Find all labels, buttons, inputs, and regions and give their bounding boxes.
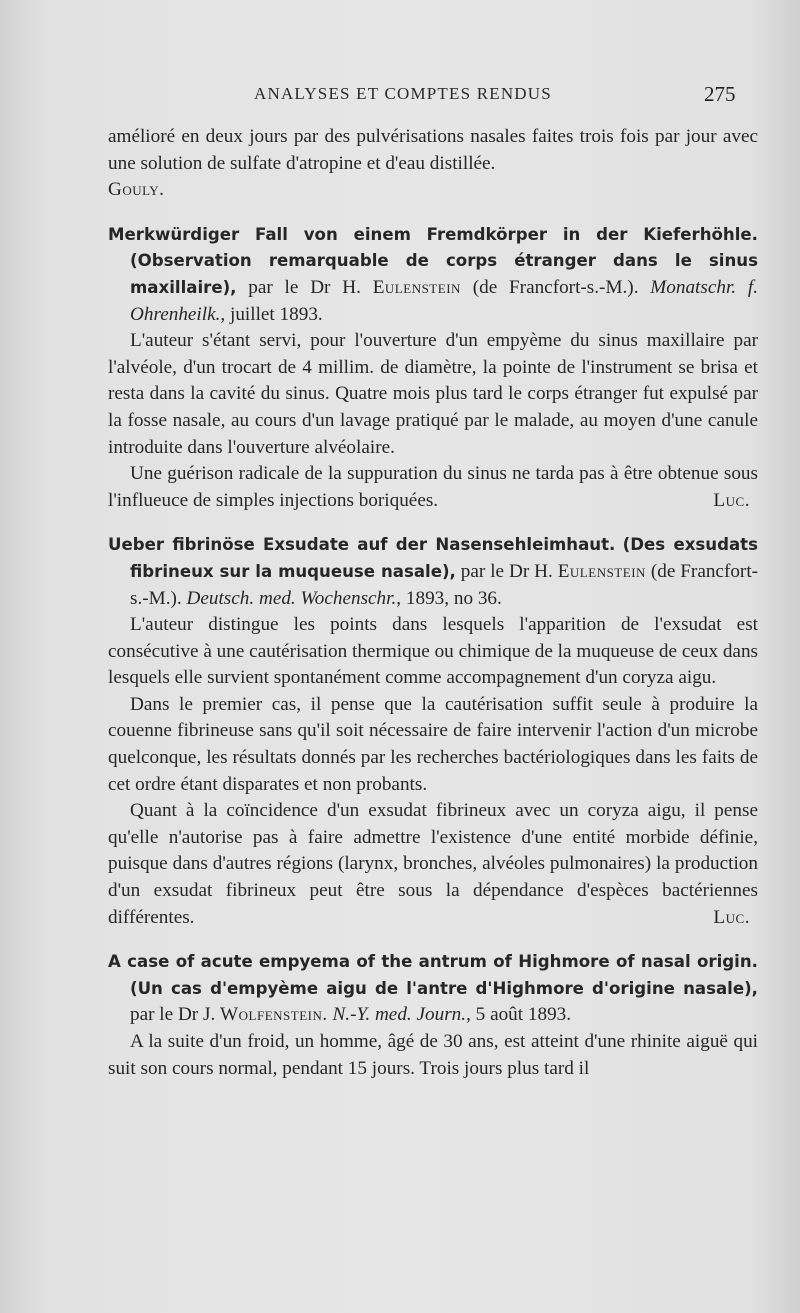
article-place: (de Francfort-s.-M.). [130,560,759,609]
article-paragraph: Une guérison radicale de la suppuration du sinus ne tarda pas à être obtenue sous l'influeuce de simples injections boriquées. Luc. [108,461,758,514]
article-journal: Deutsch. med. Wochenschr. [186,587,397,609]
article-paragraph: A la suite d'un froid, un homme, âgé de 30 ans, est atteint d'une rhinite aiguë qui suit son cours normal, pendant 15 jours. Trois jours plus tard il [108,1031,758,1079]
page-number: 275 [704,82,736,106]
article-title-french: (Un cas d'empyème aigu de l'antre d'Highmore d'origine nasale), [130,978,758,998]
page-body [108,124,758,1082]
article-date: , juillet 1893. [220,303,323,325]
article-paragraph: L'auteur distingue les points dans lesquels l'apparition de l'exsudat est consécutive à une cautérisation thermique ou chimique de la muqueuse de ceux dans lesquels elle survient spontanément comme accompagnement d'un coryza aigu. [108,614,759,689]
article-wolfenstein-empyema [108,949,758,1082]
article-by: par le Dr H. [460,560,553,582]
article-by: par le Dr J. [130,1004,216,1026]
article-by: par le Dr H. [248,276,361,298]
article-paragraph: Dans le premier cas, il pense que la cautérisation suffit seule à produire la couenne fibrineuse sans qu'il soit nécessaire de faire intervenir l'action d'un microbe quelconque, les résultats donnés par les recherches bactériologiques dans les faits de cet ordre étant disparates et non probants. [108,693,758,795]
article-title-german: Ueber fibrinöse Exsudate auf der Nasensehleimhaut. [108,535,616,555]
article-signature: Luc. [713,906,750,928]
article-journal: Monatschr. f. Ohrenheilk. [130,276,759,325]
article-author: Eulenstein [557,560,646,582]
article-paragraph: L'auteur s'étant servi, pour l'ouverture d'un empyème du sinus maxillaire par l'alvéole, d'un trocart de 4 millim. de diamètre, la pointe de l'instrument se brisa et resta dans la cavité du sinus. Quatre mois plus tard le corps étranger fut expulsé par la fosse nasale, au cours d'un lavage pratiqué par le malade, au moyen d'une canule introduite dans l'ouverture alvéolaire. [108,330,758,458]
article-title-french: (Observation remarquable de corps étranger dans le sinus maxillaire), [130,251,758,297]
intro-signature: Gouly. [108,179,165,201]
running-title: ANALYSES ET COMPTES RENDUS [254,84,552,103]
article-paragraph: Quant à la coïncidence d'un exsudat fibrineux avec un coryza aigu, il pense qu'elle n'autorise pas à faire admettre l'existence d'une entité morbide définie, puisque dans d'autres régions (larynx, bronches, alvéoles pulmonaires) la production d'un exsudat fibrineux peut être sous la dépendance d'espèces bactériennes différentes. Luc. [108,798,758,931]
article-eulenstein-fibrinous-exudates [108,532,758,931]
page-header [0,82,800,112]
intro-paragraph: amélioré en deux jours par des pulvérisations nasales faites trois fois par jour avec une solution de sulfate d'atropine et d'eau distillée. [108,126,758,174]
article-place: (de Francfort-s.-M.). [472,276,639,298]
article-heading [108,222,758,328]
article-signature: Luc. [713,489,750,511]
article-heading [108,949,758,1029]
article-date: , 1893, no 36. [396,587,502,609]
article-title-english: A case of acute empyema of the antrum of Highmore of nasal origin. [108,952,758,972]
article-title-french: (Des exsudats fibrineux sur la muqueuse nasale), [130,535,758,581]
article-author: Wolfenstein. [220,1004,328,1026]
article-journal: N.-Y. med. Journ. [332,1004,467,1026]
article-date: , 5 août 1893. [466,1004,572,1026]
article-heading [108,532,758,612]
article-author: Eulenstein [372,276,461,298]
article-title-german: Merkwürdiger Fall von einem Fremdkörper in der Kieferhöhle. [108,224,758,244]
article-eulenstein-foreign-body [108,222,758,515]
